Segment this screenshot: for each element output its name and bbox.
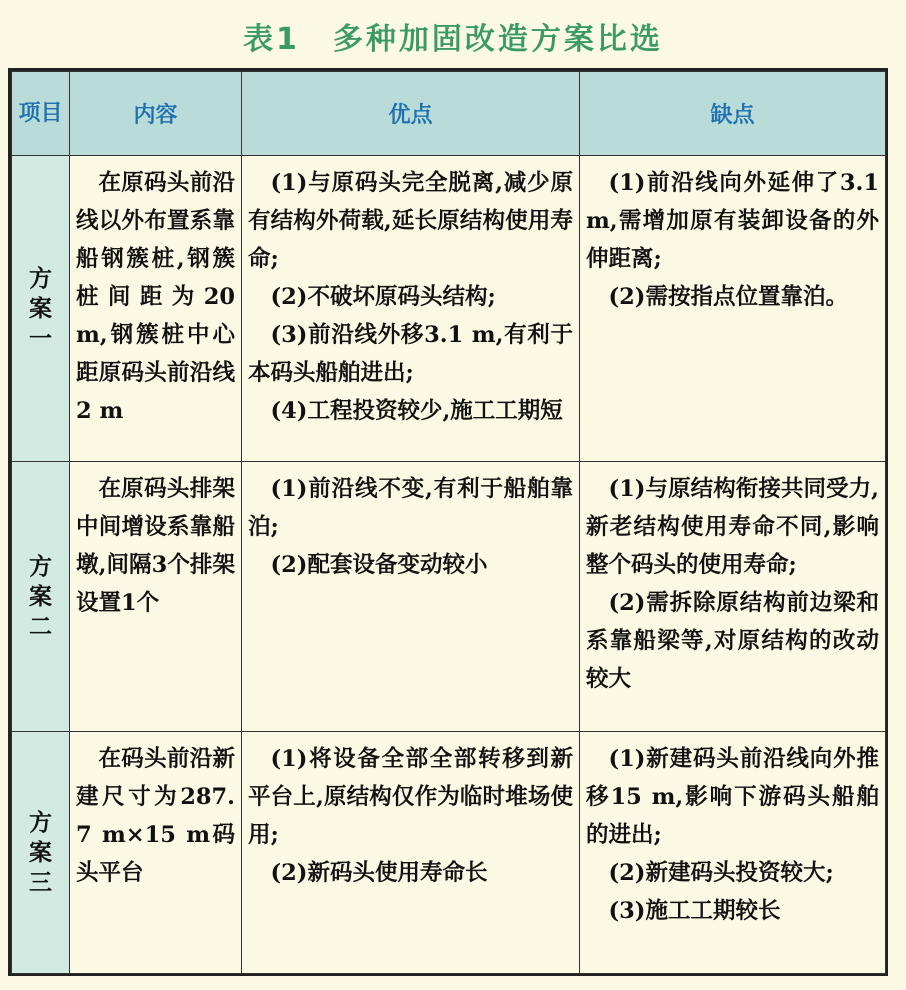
pro-item: (3)前沿线外移3.1 m,有利于本码头船舶进出; — [248, 322, 573, 386]
table-row — [12, 156, 886, 462]
pro-item: (1)与原码头完全脱离,减少原有结构外荷载,延长原结构使用寿命; — [248, 170, 573, 272]
header-cons: 缺点 — [580, 72, 886, 156]
row-label: 方案二 — [12, 462, 70, 732]
content-cell — [70, 156, 242, 462]
header-content: 内容 — [70, 72, 242, 156]
table-row — [12, 462, 886, 732]
content-text: 在原码头排架中间增设系靠船墩,间隔3个排架设置1个 — [76, 476, 235, 616]
content-cell — [70, 462, 242, 732]
table-header-row — [12, 72, 886, 156]
comparison-table — [11, 71, 886, 974]
pro-item: (4)工程投资较少,施工工期短 — [270, 398, 563, 424]
pro-item: (2)新码头使用寿命长 — [270, 860, 488, 886]
pros-cell — [242, 156, 580, 462]
cons-cell — [580, 462, 886, 732]
cons-cell — [580, 732, 886, 974]
table-row — [12, 732, 886, 974]
con-item: (1)与原结构衔接共同受力,新老结构使用寿命不同,影响整个码头的使用寿命; — [586, 476, 879, 578]
cons-cell — [580, 156, 886, 462]
con-item: (2)需拆除原结构前边梁和系靠船梁等,对原结构的改动较大 — [586, 590, 879, 692]
pro-item: (1)将设备全部全部转移到新平台上,原结构仅作为临时堆场使用; — [248, 746, 573, 848]
con-item: (2)新建码头投资较大; — [608, 860, 834, 886]
pro-item: (2)不破坏原码头结构; — [270, 284, 496, 310]
pros-cell — [242, 732, 580, 974]
con-item: (1)新建码头前沿线向外推移15 m,影响下游码头船舶的进出; — [586, 746, 879, 848]
content-text: 在码头前沿新建尺寸为287.7 m×15 m码头平台 — [76, 746, 235, 886]
table-title: 表1 多种加固改造方案比选 — [243, 22, 663, 57]
row-label: 方案三 — [12, 732, 70, 974]
con-item: (1)前沿线向外延伸了3.1 m,需增加原有装卸设备的外伸距离; — [586, 170, 879, 272]
pro-item: (2)配套设备变动较小 — [270, 552, 488, 578]
con-item: (3)施工工期较长 — [608, 898, 781, 924]
pro-item: (1)前沿线不变,有利于船舶靠泊; — [248, 476, 573, 540]
header-pros: 优点 — [242, 72, 580, 156]
con-item: (2)需按指点位置靠泊。 — [608, 284, 848, 310]
header-item: 项目 — [12, 72, 70, 156]
content-cell — [70, 732, 242, 974]
comparison-table-frame — [8, 68, 888, 976]
row-label: 方案一 — [12, 156, 70, 462]
content-text: 在原码头前沿线以外布置系靠船钢簇桩,钢簇桩间距为20 m,钢簇桩中心距原码头前沿线2 m — [76, 170, 235, 424]
pros-cell — [242, 462, 580, 732]
